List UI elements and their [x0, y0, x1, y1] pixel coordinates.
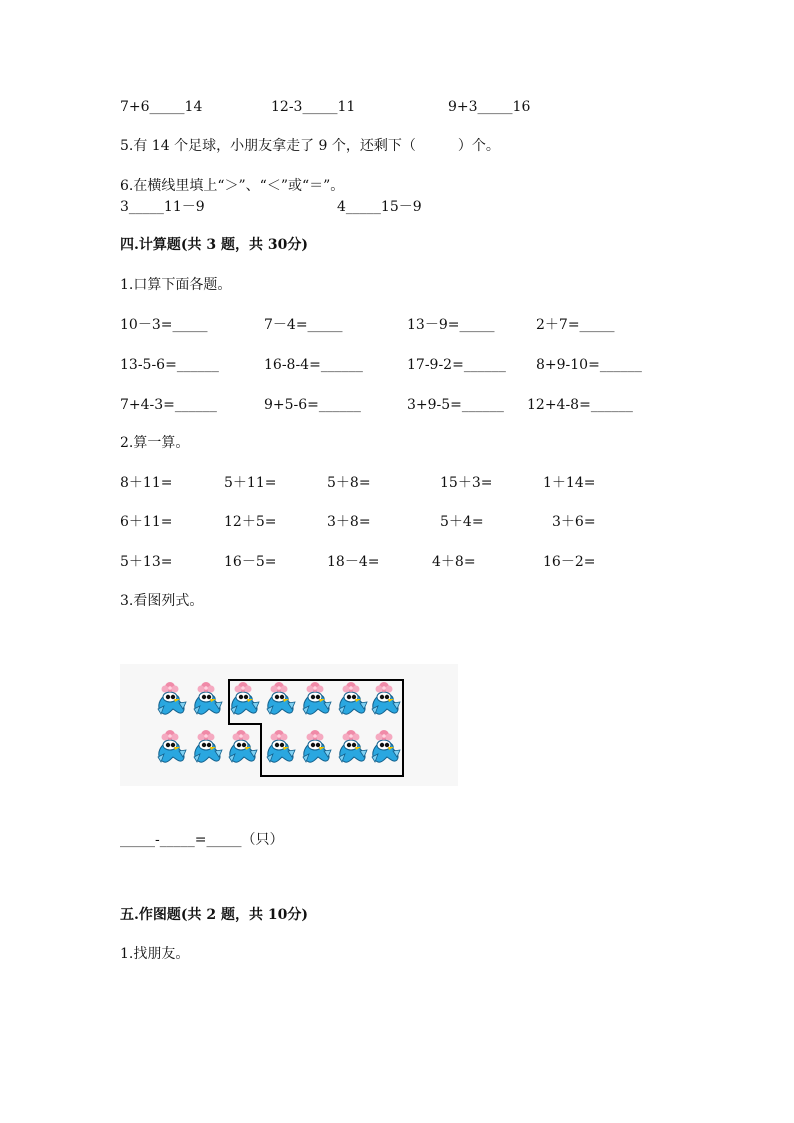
bird-icon [300, 679, 334, 719]
question-6-item-2: 4_____15－9 [337, 199, 422, 215]
mental-calc-item: 7－4=_____ [264, 317, 343, 333]
section-4-q3-title: 3.看图列式。 [120, 593, 204, 609]
calc-item: 5＋13= [120, 554, 173, 570]
mental-calc-item: 9+5-6=______ [264, 397, 361, 413]
bird-icon [264, 727, 298, 767]
calc-item: 18－4= [327, 554, 380, 570]
bird-icon [228, 679, 262, 719]
question-6-item-1: 3_____11－9 [120, 199, 205, 215]
section-5-heading: 五.作图题(共 2 题，共 10分) [120, 907, 308, 923]
bird-icon [336, 727, 370, 767]
bird-icon [264, 679, 298, 719]
calc-item: 3＋6= [552, 514, 596, 530]
bird-icon [155, 679, 189, 719]
mental-calc-item: 16-8-4=______ [264, 357, 363, 373]
mental-calc-item: 7+4-3=______ [120, 397, 217, 413]
bird-icon [155, 727, 189, 767]
bird-icon [191, 727, 225, 767]
section-5-q1-title: 1.找朋友。 [120, 946, 190, 962]
bird-icon [226, 727, 260, 767]
question-5: 5.有 14 个足球，小朋友拿走了 9 个，还剩下（ ）个。 [120, 138, 500, 154]
mental-calc-item: 8+9-10=______ [536, 357, 642, 373]
calc-item: 3＋8= [327, 514, 371, 530]
calc-item: 5＋8= [327, 475, 371, 491]
calc-item: 5＋11= [224, 475, 277, 491]
calc-item: 12＋5= [224, 514, 277, 530]
mental-calc-item: 13-5-6=______ [120, 357, 219, 373]
compare-item-2: 12-3_____11 [271, 99, 356, 115]
calc-item: 5＋4= [440, 514, 484, 530]
bird-icon [369, 727, 403, 767]
mental-calc-item: 12+4-8=______ [527, 397, 633, 413]
compare-item-3: 9+3_____16 [448, 99, 531, 115]
calc-item: 16－2= [543, 554, 596, 570]
question-6-title: 6.在横线里填上“＞”、“＜”或“＝”。 [120, 178, 345, 194]
bird-icon [300, 727, 334, 767]
bird-icon [336, 679, 370, 719]
mental-calc-item: 2＋7=_____ [536, 317, 615, 333]
section-4-q1-title: 1.口算下面各题。 [120, 277, 232, 293]
calc-item: 16－5= [224, 554, 277, 570]
bird-icon [191, 679, 225, 719]
calc-item: 15＋3= [440, 475, 493, 491]
mental-calc-item: 3+9-5=______ [407, 397, 504, 413]
bird-icon [369, 679, 403, 719]
calc-item: 4＋8= [432, 554, 476, 570]
picture-answer-line: _____-_____=_____（只） [120, 832, 284, 848]
calc-item: 1＋14= [543, 475, 596, 491]
section-4-heading: 四.计算题(共 3 题，共 30分) [120, 237, 308, 253]
section-4-q2-title: 2.算一算。 [120, 435, 190, 451]
calc-item: 8＋11= [120, 475, 173, 491]
mental-calc-item: 17-9-2=______ [407, 357, 506, 373]
calc-item: 6＋11= [120, 514, 173, 530]
mental-calc-item: 10－3=_____ [120, 317, 208, 333]
compare-item-1: 7+6_____14 [120, 99, 203, 115]
mental-calc-item: 13－9=_____ [407, 317, 495, 333]
